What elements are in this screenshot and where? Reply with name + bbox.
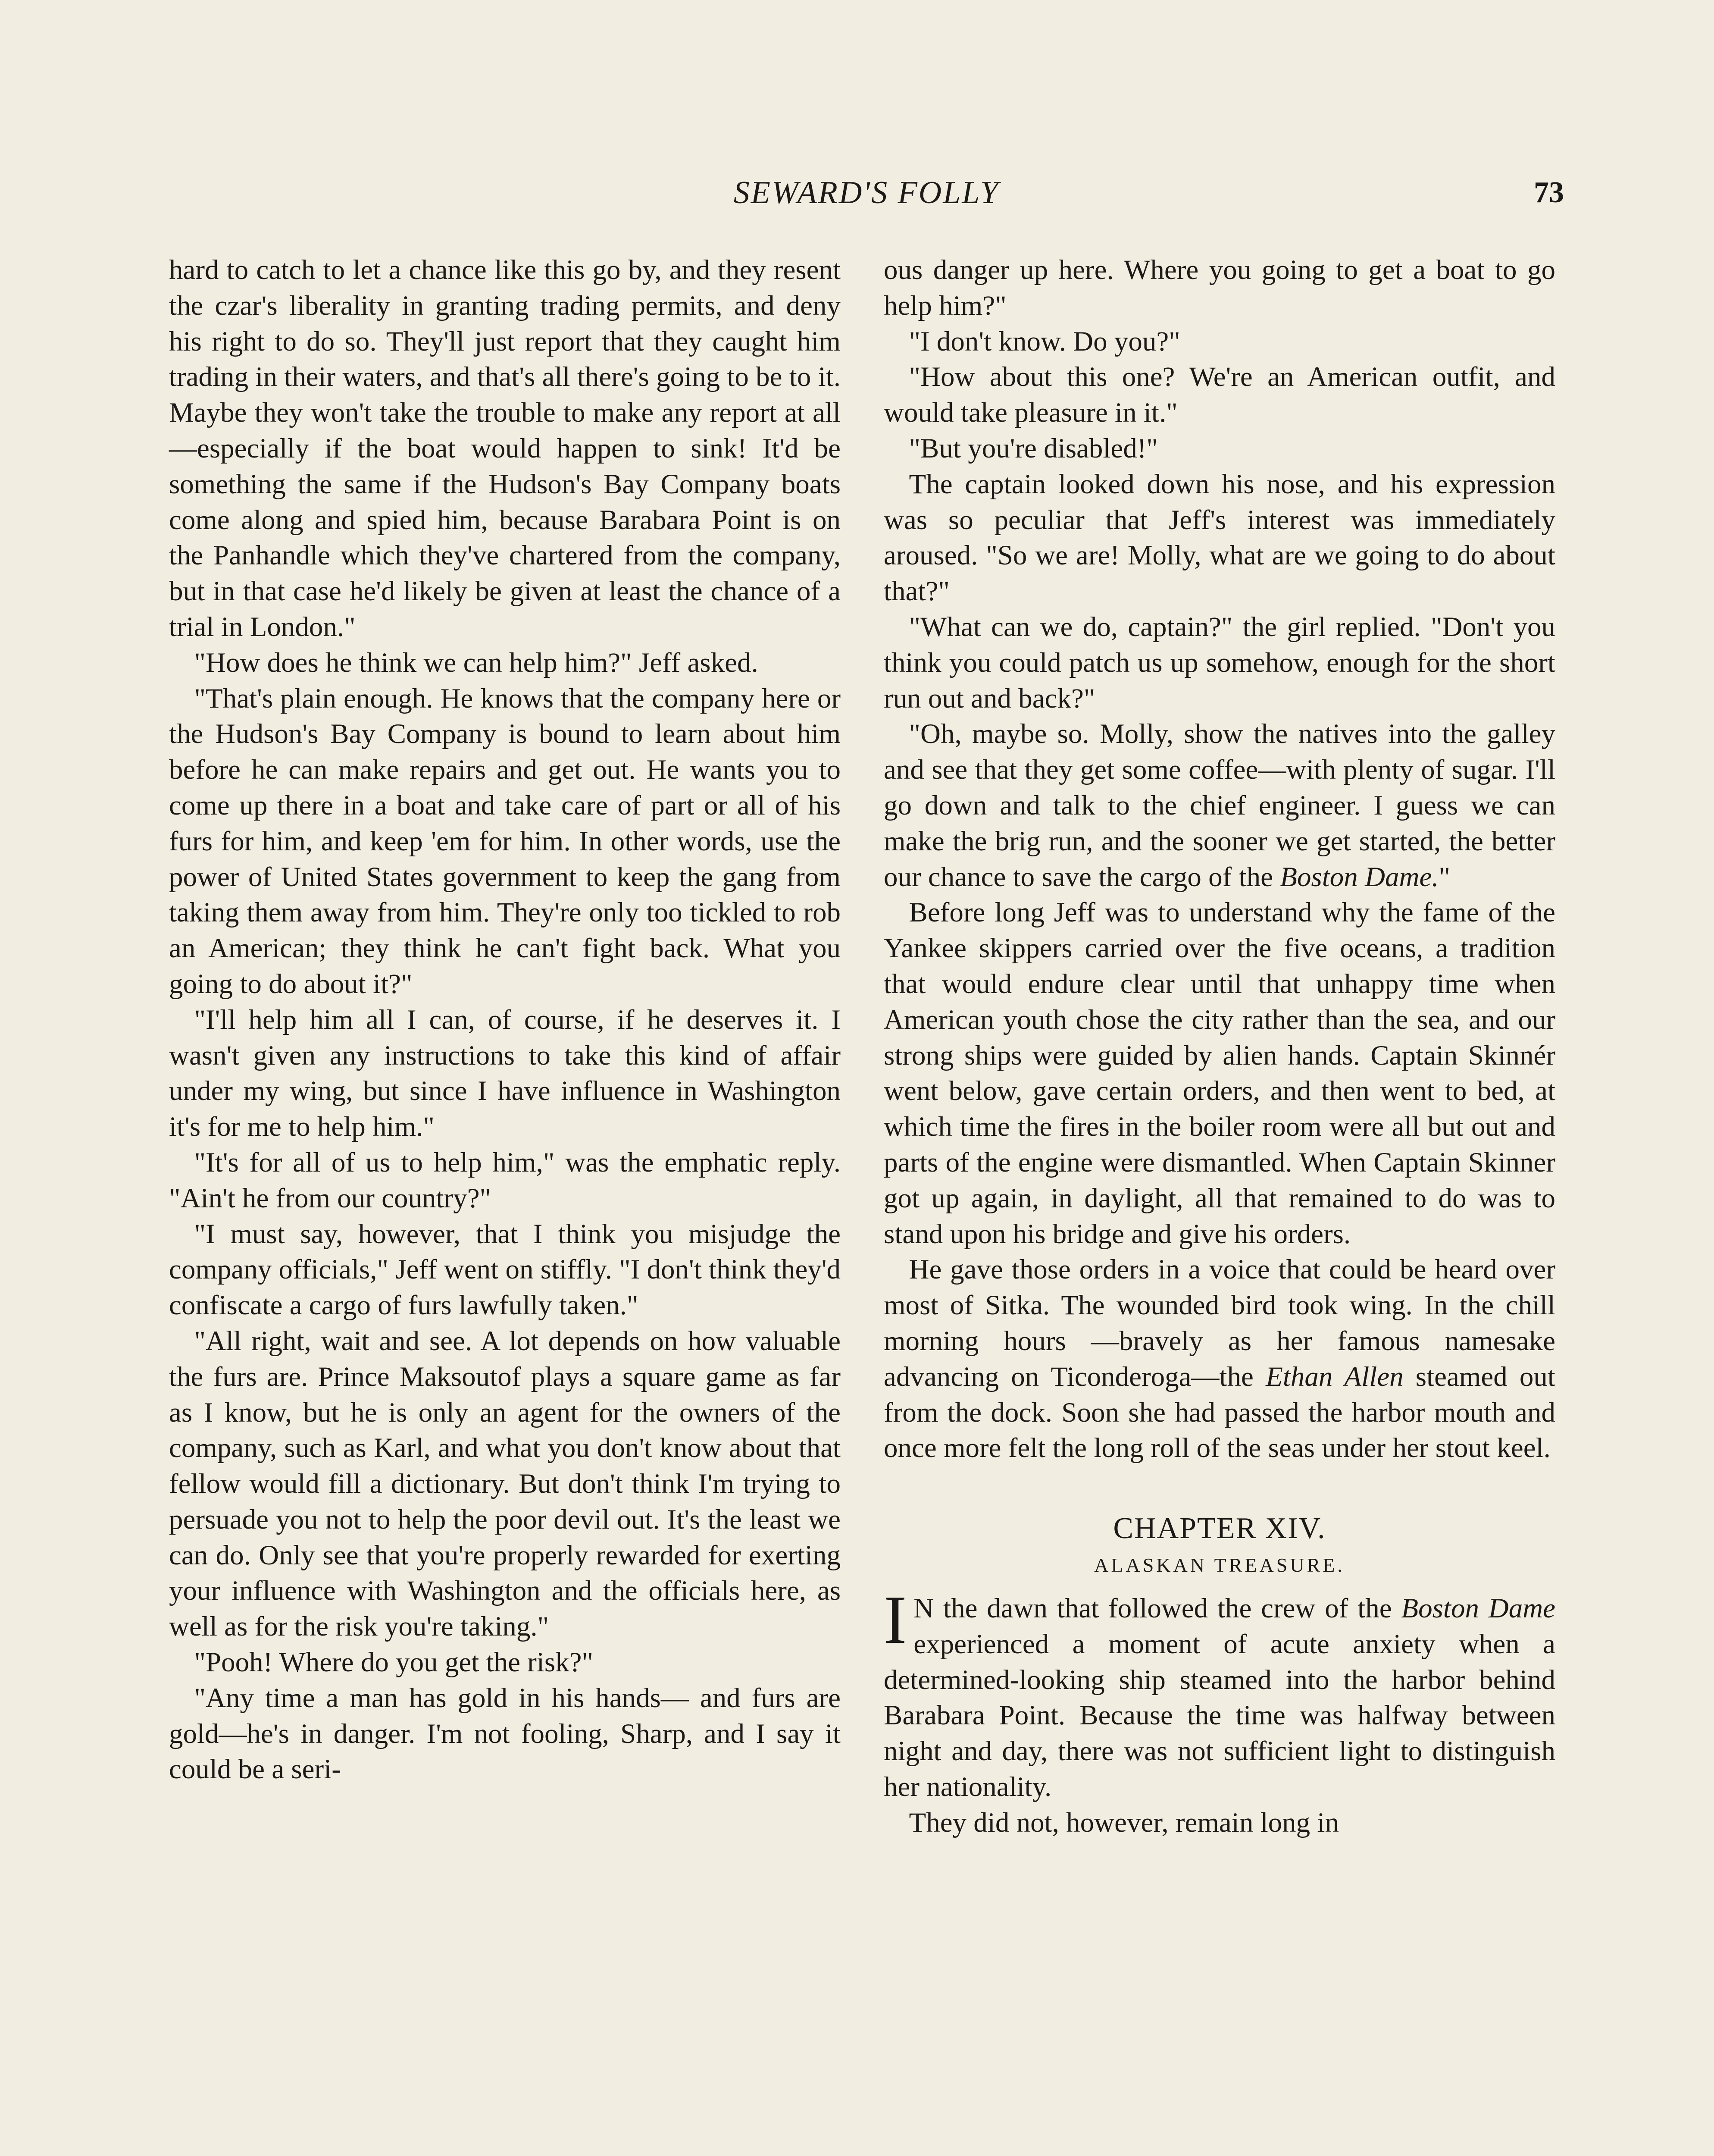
paragraph: "What can we do, captain?" the girl replied. "Don't you think you could patch us up somehow, enough for the short run out and back?": [884, 611, 1555, 714]
paragraph: ous danger up here. Where you going to get a boat to go help him?": [884, 254, 1555, 321]
paragraph: "How about this one? We're an American outfit, and would take pleasure in it.": [884, 361, 1555, 429]
paragraph-text: "Oh, maybe so. Molly, show the natives into the galley and see that they get some coffee—with plenty of sugar. I'll go down and talk to the chief engineer. I guess we can make the brig run, and the sooner we get started, the better our chance to save the cargo of the: [884, 718, 1555, 893]
ship-name: Boston Dame: [1401, 1593, 1555, 1624]
paragraph: "Pooh! Where do you get the risk?": [194, 1647, 594, 1678]
drop-cap: I: [884, 1581, 907, 1658]
paragraph: [884, 1252, 1555, 1466]
page-header: [169, 169, 1564, 216]
paragraph: "It's for all of us to help him," was the emphatic reply. "Ain't he from our country?": [169, 1147, 841, 1214]
paragraph: "I must say, however, that I think you misjudge the company officials," Jeff went on stiffly. "I don't think they'd confiscate a cargo of furs lawfully taken.": [169, 1218, 841, 1321]
paragraph-text: experienced a moment of acute anxiety when a determined-looking ship steamed into the harbor behind Barabara Point. Because the time was halfway between night and day, there was not sufficient light to distinguish her nationality.: [884, 1628, 1555, 1803]
paragraph: [884, 1581, 1555, 1805]
running-title: SEWARD'S FOLLY: [733, 175, 1000, 210]
paragraph: "How does he think we can help him?" Jeff asked.: [194, 647, 758, 678]
paragraph: They did not, however, remain long in: [909, 1807, 1339, 1838]
ship-name: Boston Dame.: [1280, 861, 1439, 893]
chapter-heading: CHAPTER XIV.: [1113, 1512, 1326, 1545]
paragraph: Before long Jeff was to understand why the fame of the Yankee skippers carried over the five oceans, a tradition that would endure clear until that unhappy time when American youth chose the city rather than the sea, and our strong ships were guided by alien hands. Captain Skinnér went below, gave certain orders, and then went to bed, at which time the fires in the boiler room were all but out and parts of the engine were dismantled. When Captain Skinner got up again, in daylight, all that remained to do was to stand upon his bridge and give his orders.: [884, 897, 1555, 1250]
paragraph: "But you're disabled!": [909, 432, 1158, 464]
paragraph-text: N the dawn that followed the crew of the: [913, 1593, 1401, 1624]
paragraph: hard to catch to let a chance like this go by, and they resent the czar's liberality in granting trading permits, and deny his right to do so. They'll just report that they caught him trading in their waters, and that's all there's going to be to it. Maybe they won't take the trouble to make any report at all —especially if the boat would happen to sink! It'd be something the same if the Hudson's Bay Company boats come along and spied him, because Barabara Point is on the Panhandle which they've chartered from the company, but in that case he'd likely be given at least the chance of a trial in London.": [169, 254, 841, 642]
page-number: 73: [1534, 176, 1564, 209]
right-column: [884, 252, 1555, 1841]
left-column: [169, 252, 841, 1787]
paragraph-text: ": [1439, 861, 1451, 893]
paragraph: "That's plain enough. He knows that the company here or the Hudson's Bay Company is bound to learn about him before he can make repairs and get out. He wants you to come up there in a boat and take care of part or all of his furs for him, and keep 'em for him. In other words, use the power of United States government to keep the gang from taking them away from him. They're only too tickled to rob an American; they think he can't fight back. What you going to do about it?": [169, 683, 841, 1000]
ship-name: Ethan Allen: [1266, 1361, 1404, 1392]
chapter-subtitle: ALASKAN TREASURE.: [1094, 1554, 1345, 1576]
paragraph: "Any time a man has gold in his hands— and furs are gold—he's in danger. I'm not fooling, Sharp, and I say it could be a seri-: [169, 1682, 841, 1785]
paragraph-text: steamed out from the dock. Soon she had passed the harbor mouth and once more felt the long roll of the seas under her stout keel.: [884, 1361, 1555, 1464]
paragraph-text: He gave those orders in a voice that could be heard over most of Sitka. The wounded bird took wing. In the chill morning hours —bravely as her famous namesake advancing on Ticonderoga—the: [884, 1254, 1555, 1392]
paragraph: The captain looked down his nose, and his expression was so peculiar that Jeff's interest was immediately aroused. "So we are! Molly, what are we going to do about that?": [884, 468, 1555, 607]
paragraph: "I'll help him all I can, of course, if he deserves it. I wasn't given any instructions to take this kind of affair under my wing, but since I have influence in Washington it's for me to help him.": [169, 1004, 841, 1143]
paragraph: "All right, wait and see. A lot depends on how valuable the furs are. Prince Maksoutof plays a square game as far as I know, but he is only an agent for the owners of the company, such as Karl, and what you don't know about that fellow would fill a dictionary. But don't think I'm trying to persuade you not to help the poor devil out. It's the least we can do. Only see that you're properly rewarded for exerting your influence with Washington and the officials here, as well as for the risk you're taking.": [169, 1325, 841, 1642]
paragraph: "I don't know. Do you?": [909, 326, 1180, 357]
paragraph: [884, 716, 1555, 895]
